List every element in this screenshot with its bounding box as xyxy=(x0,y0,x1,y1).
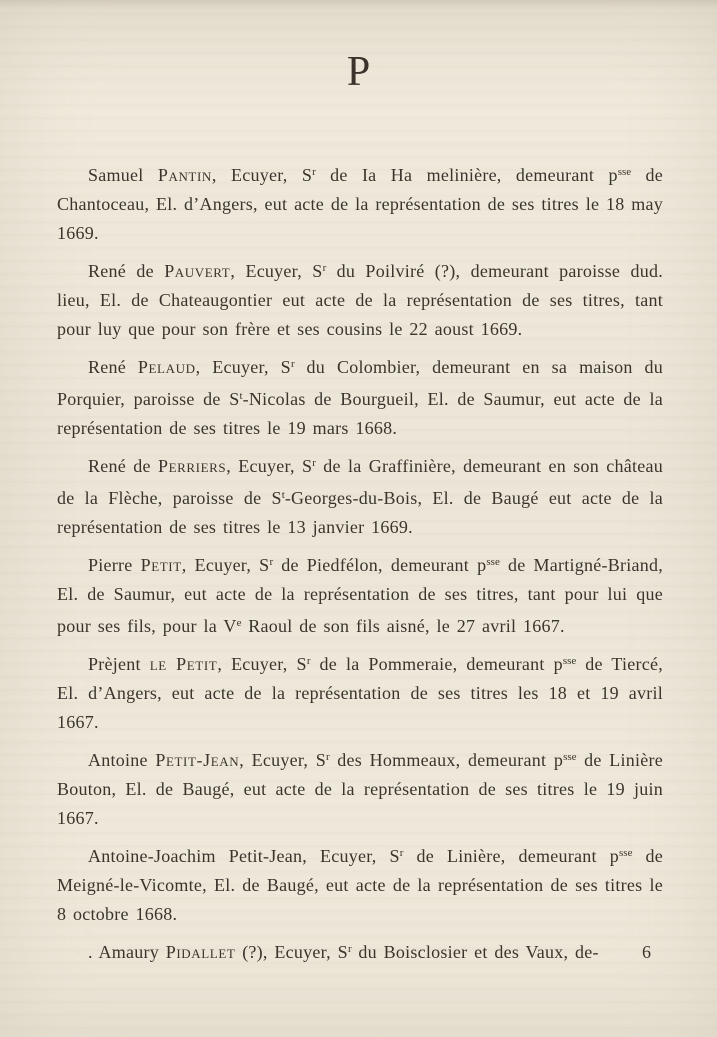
entry-text: , Ecuyer, S xyxy=(195,357,291,377)
entry-name-italic: Pierre xyxy=(88,555,141,575)
abbreviation-superscript: r xyxy=(290,358,295,370)
abbreviation-superscript: sse xyxy=(562,655,577,667)
entries-list xyxy=(0,96,717,967)
entry-text: de Piedfélon, demeurant p xyxy=(273,555,487,575)
entry-name-italic: Prèjent xyxy=(88,654,150,674)
entry-paragraph xyxy=(57,548,663,641)
entry-surname-smallcaps: le Petit xyxy=(149,654,218,674)
entry-surname-smallcaps: Petit xyxy=(140,555,182,575)
abbreviation-superscript: t xyxy=(281,489,285,501)
entry-text: de Linière, demeurant p xyxy=(403,846,620,866)
entry-text: , Ecuyer, S xyxy=(239,750,326,770)
entry-paragraph xyxy=(57,839,663,929)
abbreviation-superscript: r xyxy=(306,655,311,667)
entry-text: du Colombier, demeurant en sa maison du Porquier, paroisse de S xyxy=(57,357,664,409)
entry-surname-smallcaps: Pelaud xyxy=(137,357,196,377)
entry-text: de Linière Bouton, El. de Baugé, eut acte de la représentation de ses titres le 19 juin 1667. xyxy=(57,750,663,828)
entry-surname-smallcaps: Pauvert xyxy=(164,261,231,281)
entry-text: , Ecuyer, S xyxy=(217,654,307,674)
abbreviation-superscript: sse xyxy=(486,556,500,568)
abbreviation-superscript: r xyxy=(347,943,352,955)
entry-text: de Ia Ha melinière, demeurant p xyxy=(315,165,618,185)
abbreviation-superscript: r xyxy=(312,457,316,469)
entry-text: (?), Ecuyer, S xyxy=(235,942,348,962)
entry-name-italic: Antoine-Joachim Petit-Jean xyxy=(88,846,303,866)
abbreviation-superscript: r xyxy=(399,847,404,859)
entry-text: , Ecuyer, S xyxy=(230,261,323,281)
entry-paragraph xyxy=(57,743,663,833)
entry-surname-smallcaps: Pantin xyxy=(157,165,212,185)
entry-text: de Chantoceau, El. d’Angers, eut acte de la représentation de ses titres le 18 may 1669. xyxy=(57,165,664,243)
entry-text: du Poilviré (?), demeurant paroisse dud. lieu, El. de Chateaugontier eut acte de la représentation de ses titres, tant pour luy que pour son frère et ses cousins le 22 aoust 1669. xyxy=(57,261,664,339)
entry-text: -Georges-du-Bois, El. de Baugé eut acte de la représentation de ses titres le 13 janvier 1669. xyxy=(57,488,663,537)
entry-name-italic: Samuel xyxy=(88,165,158,185)
section-letter-heading: P xyxy=(346,49,371,95)
entry-surname-smallcaps: Perriers xyxy=(157,456,227,476)
entry-name-italic: Amaury xyxy=(98,942,166,962)
abbreviation-superscript: r xyxy=(322,262,327,274)
entry-name-italic: René xyxy=(88,357,138,377)
entry-name-italic: Antoine xyxy=(88,750,156,770)
abbreviation-superscript: sse xyxy=(563,751,577,763)
abbreviation-superscript: r xyxy=(269,556,274,568)
entry-surname-smallcaps: Petit-Jean xyxy=(155,750,240,770)
entry-paragraph xyxy=(57,350,663,443)
abbreviation-superscript: t xyxy=(239,390,243,402)
entry-text: de la Pommeraie, demeurant p xyxy=(310,654,563,674)
entry-paragraph xyxy=(57,449,663,542)
entry-text: du Boisclosier et des Vaux, de- xyxy=(351,942,599,962)
entry-text: de Meigné-le-Vicomte, El. de Baugé, eut acte de la représentation de ses titres le 8 octobre 1668. xyxy=(57,846,663,924)
entry-text: de Tiercé, El. d’Angers, eut acte de la représentation de ses titres les 18 et 19 avril 1667. xyxy=(57,654,663,732)
entry-text: de Martigné-Briand, El. de Saumur, eut acte de la représentation de ses titres, tant pour lui que pour ses fils, pour la V xyxy=(57,555,663,636)
entry-paragraph xyxy=(57,254,663,344)
entry-paragraph xyxy=(57,935,663,967)
entry-name-italic: René de xyxy=(88,456,158,476)
entry-surname-smallcaps: Pidallet xyxy=(165,942,236,962)
page-number: 6 xyxy=(642,942,651,962)
entry-text: de son fils aisné, le 27 avril 1667. xyxy=(292,616,565,636)
entry-text: de la Graffinière, demeurant en son château de la Flèche, paroisse de S xyxy=(57,456,663,508)
entry-name-italic: René de xyxy=(88,261,165,281)
abbreviation-superscript: r xyxy=(312,166,316,178)
abbreviation-superscript: sse xyxy=(617,166,632,178)
entry-paragraph xyxy=(57,647,663,737)
entry-paragraph xyxy=(57,158,663,248)
entry-text: , Ecuyer, S xyxy=(211,165,313,185)
entry-text: . xyxy=(88,942,99,962)
entry-text: , Ecuyer, S xyxy=(181,555,270,575)
abbreviation-superscript: sse xyxy=(619,847,633,859)
entry-text: des Hommeaux, demeurant p xyxy=(329,750,564,770)
entry-text: , Ecuyer, S xyxy=(302,846,400,866)
entry-name-italic: Raoul xyxy=(248,616,293,636)
abbreviation-superscript: r xyxy=(326,751,330,763)
entry-text: , Ecuyer, S xyxy=(226,456,313,476)
entry-text: -Nicolas de Bourgueil, El. de Saumur, eut acte de la représentation de ses titres le 19 mars 1668. xyxy=(57,389,663,438)
abbreviation-superscript: e xyxy=(236,617,242,629)
